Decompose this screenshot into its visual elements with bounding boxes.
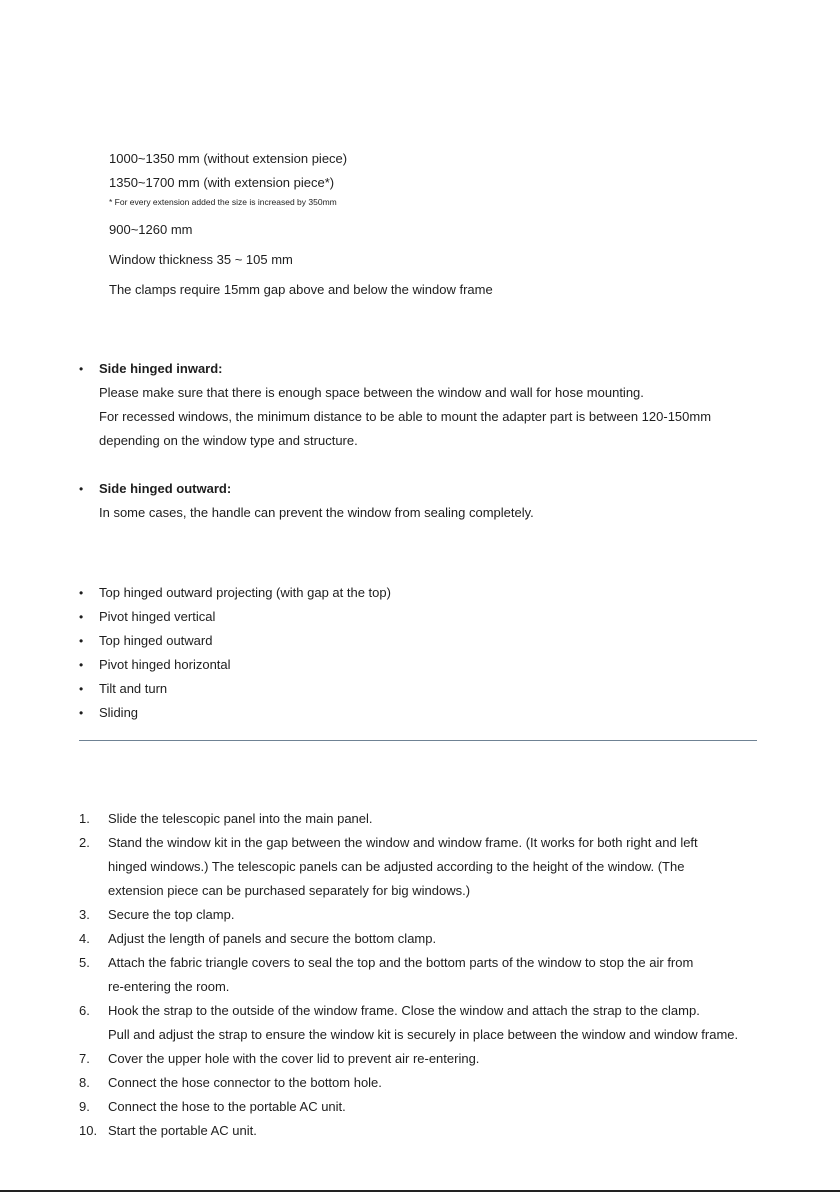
step-number: 7. (79, 1051, 90, 1066)
step-text: Pull and adjust the strap to ensure the window kit is securely in place between the window and window frame. (108, 1027, 739, 1042)
step-number: 6. (79, 1003, 90, 1018)
list-item: Tilt and turn (99, 681, 168, 696)
bullet-icon: • (79, 682, 84, 696)
spec-window-thickness: Window thickness 35 ~ 105 mm (109, 252, 293, 267)
spec-height-without-extension: 1000~1350 mm (without extension piece) (109, 151, 348, 166)
step-text: hinged windows.) The telescopic panels can be adjusted according to the height of the window. (The (108, 859, 685, 874)
step-number: 9. (79, 1099, 90, 1114)
bullet-icon: • (79, 586, 84, 600)
step-number: 3. (79, 907, 90, 922)
side-hinged-outward-title: Side hinged outward: (99, 481, 232, 496)
step-number: 4. (79, 931, 90, 946)
step-text: Cover the upper hole with the cover lid to prevent air re-entering. (108, 1051, 480, 1066)
bullet-icon: • (79, 482, 84, 496)
step-text: re-entering the room. (108, 979, 230, 994)
bullet-icon: • (79, 634, 84, 648)
bullet-icon: • (79, 610, 84, 624)
list-item: Sliding (99, 705, 139, 720)
step-text: Connect the hose to the portable AC unit. (108, 1099, 346, 1114)
step-number: 2. (79, 835, 90, 850)
list-item: Top hinged outward (99, 633, 213, 648)
inward-line-3: depending on the window type and structure. (99, 433, 358, 448)
spec-extension-note: * For every extension added the size is increased by 350mm (109, 197, 337, 207)
step-text: Connect the hose connector to the bottom hole. (108, 1075, 382, 1090)
bullet-icon: • (79, 362, 84, 376)
step-number: 10. (79, 1123, 98, 1138)
spec-clamp-gap: The clamps require 15mm gap above and below the window frame (109, 282, 493, 297)
list-item: Pivot hinged vertical (99, 609, 216, 624)
step-text: Attach the fabric triangle covers to seal the top and the bottom parts of the window to stop the air from (108, 955, 694, 970)
bullet-icon: • (79, 706, 84, 720)
step-number: 8. (79, 1075, 90, 1090)
outward-line-1: In some cases, the handle can prevent the window from sealing completely. (99, 505, 534, 520)
spec-height-with-extension: 1350~1700 mm (with extension piece*) (109, 175, 335, 190)
inward-line-2: For recessed windows, the minimum distance to be able to mount the adapter part is between 120-150mm (99, 409, 712, 424)
list-item: Top hinged outward projecting (with gap at the top) (99, 585, 391, 600)
section-divider (79, 740, 757, 741)
step-text: Start the portable AC unit. (108, 1123, 257, 1138)
side-hinged-inward-title: Side hinged inward: (99, 361, 223, 376)
step-text: extension piece can be purchased separately for big windows.) (108, 883, 471, 898)
inward-line-1: Please make sure that there is enough space between the window and wall for hose mounting. (99, 385, 644, 400)
bullet-icon: • (79, 658, 84, 672)
step-text: Hook the strap to the outside of the window frame. Close the window and attach the strap to the clamp. (108, 1003, 700, 1018)
step-text: Stand the window kit in the gap between the window and window frame. (It works for both right and left (108, 835, 698, 850)
step-text: Slide the telescopic panel into the main panel. (108, 811, 373, 826)
window-size-specs (109, 147, 493, 302)
step-number: 1. (79, 811, 90, 826)
list-item: Pivot hinged horizontal (99, 657, 231, 672)
step-number: 5. (79, 955, 90, 970)
step-text: Secure the top clamp. (108, 907, 235, 922)
spec-width-range: 900~1260 mm (109, 222, 193, 237)
step-text: Adjust the length of panels and secure the bottom clamp. (108, 931, 437, 946)
